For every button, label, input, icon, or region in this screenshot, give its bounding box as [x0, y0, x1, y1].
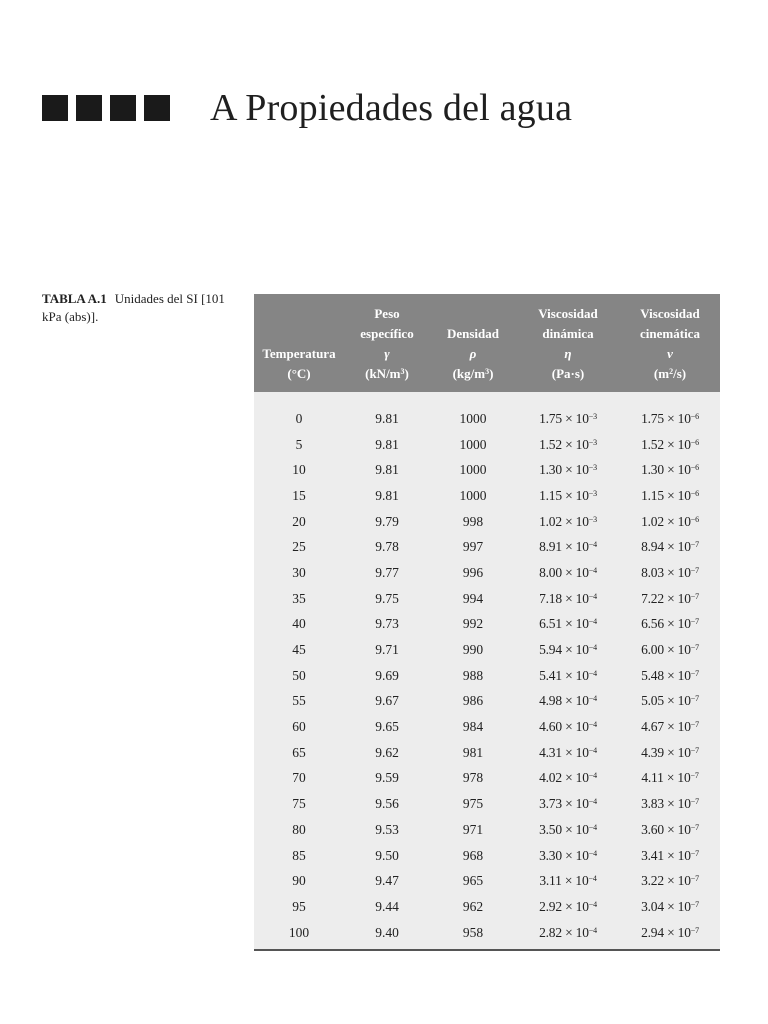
cell-dynamic-viscosity-mantissa: 4.60 × 10	[539, 719, 589, 735]
cell-kinematic-viscosity-exponent: −7	[690, 720, 699, 730]
cell-temperature: 10	[292, 462, 306, 478]
cell-dynamic-viscosity	[516, 586, 620, 612]
cell-kinematic-viscosity	[620, 457, 720, 483]
cell-dynamic-viscosity	[516, 392, 620, 432]
table-row	[254, 637, 720, 663]
cell-dynamic-viscosity-mantissa: 3.50 × 10	[539, 821, 589, 837]
cell-dynamic-viscosity	[516, 817, 620, 843]
cell-kinematic-viscosity-mantissa: 4.11 × 10	[641, 770, 691, 786]
square-icon	[144, 95, 170, 121]
cell-dynamic-viscosity-exponent: −4	[588, 797, 597, 807]
cell-density: 1000	[459, 436, 487, 452]
cell-density: 994	[462, 590, 484, 606]
cell-density: 988	[462, 667, 484, 683]
cell-dynamic-viscosity	[516, 560, 620, 586]
cell-dynamic-viscosity	[516, 612, 620, 638]
table-row	[254, 663, 720, 689]
cell-kinematic-viscosity-exponent: −7	[690, 591, 699, 601]
cell-kinematic-viscosity-exponent: −6	[690, 411, 699, 421]
cell-temperature: 65	[292, 744, 306, 760]
cell-dynamic-viscosity	[516, 663, 620, 689]
unit-base: (kN/m	[365, 366, 401, 381]
cell-kinematic-viscosity-exponent: −7	[690, 668, 699, 678]
cell-dynamic-viscosity-exponent: −3	[588, 411, 597, 421]
cell-specific-weight: 9.53	[375, 821, 399, 837]
cell-kinematic-viscosity-exponent: −7	[690, 899, 699, 909]
table-row	[254, 534, 720, 560]
table-row	[254, 817, 720, 843]
cell-dynamic-viscosity-exponent: −3	[588, 437, 597, 447]
cell-kinematic-viscosity-mantissa: 8.03 × 10	[641, 564, 691, 580]
water-properties-table	[254, 294, 720, 949]
cell-specific-weight: 9.56	[375, 796, 399, 812]
cell-dynamic-viscosity-mantissa: 8.00 × 10	[539, 564, 589, 580]
cell-density: 978	[462, 770, 484, 786]
table-row	[254, 894, 720, 920]
cell-temperature: 55	[292, 693, 306, 709]
cell-temperature: 60	[292, 719, 306, 735]
cell-kinematic-viscosity-mantissa: 3.04 × 10	[641, 898, 691, 914]
cell-dynamic-viscosity	[516, 483, 620, 509]
cell-kinematic-viscosity-exponent: −7	[690, 874, 699, 884]
cell-density: 962	[462, 898, 484, 914]
cell-temperature: 25	[292, 539, 306, 555]
cell-kinematic-viscosity	[620, 843, 720, 869]
cell-temperature: 70	[292, 770, 306, 786]
cell-specific-weight: 9.62	[375, 744, 399, 760]
cell-dynamic-viscosity-exponent: −3	[588, 514, 597, 524]
cell-kinematic-viscosity	[620, 483, 720, 509]
cell-dynamic-viscosity	[516, 432, 620, 458]
cell-dynamic-viscosity	[516, 457, 620, 483]
cell-dynamic-viscosity-exponent: −4	[588, 745, 597, 755]
cell-dynamic-viscosity-mantissa: 5.94 × 10	[539, 642, 589, 658]
cell-kinematic-viscosity-exponent: −7	[690, 745, 699, 755]
cell-kinematic-viscosity	[620, 509, 720, 535]
table-row	[254, 509, 720, 535]
cell-kinematic-viscosity	[620, 817, 720, 843]
cell-kinematic-viscosity	[620, 392, 720, 432]
cell-kinematic-viscosity-exponent: −7	[690, 565, 699, 575]
cell-dynamic-viscosity	[516, 740, 620, 766]
table-caption	[42, 290, 242, 326]
cell-density: 958	[462, 924, 484, 940]
header-kinematic-viscosity-unit	[622, 364, 718, 384]
cell-kinematic-viscosity-mantissa: 2.94 × 10	[641, 924, 691, 940]
cell-dynamic-viscosity-mantissa: 1.02 × 10	[539, 513, 589, 529]
cell-kinematic-viscosity	[620, 612, 720, 638]
cell-kinematic-viscosity-mantissa: 3.41 × 10	[641, 847, 691, 863]
cell-kinematic-viscosity	[620, 663, 720, 689]
header-temperature-label: Temperatura	[262, 346, 336, 361]
cell-kinematic-viscosity	[620, 534, 720, 560]
cell-dynamic-viscosity-exponent: −4	[588, 720, 597, 730]
cell-dynamic-viscosity-mantissa: 3.73 × 10	[539, 796, 589, 812]
cell-kinematic-viscosity-mantissa: 6.56 × 10	[641, 616, 691, 632]
cell-kinematic-viscosity	[620, 920, 720, 950]
table-row	[254, 560, 720, 586]
unit-end: )	[404, 366, 409, 381]
cell-temperature: 40	[292, 616, 306, 632]
header-dynamic-viscosity-unit: (Pa·s)	[551, 366, 585, 381]
cell-specific-weight: 9.75	[375, 590, 399, 606]
cell-specific-weight: 9.47	[375, 873, 399, 889]
header-density-label: Densidad	[446, 326, 500, 341]
cell-specific-weight: 9.77	[375, 564, 399, 580]
header-kinematic-viscosity-label-2: cinemática	[640, 326, 700, 341]
cell-dynamic-viscosity-exponent: −4	[588, 899, 597, 909]
cell-dynamic-viscosity-mantissa: 8.91 × 10	[539, 539, 589, 555]
cell-kinematic-viscosity	[620, 868, 720, 894]
cell-dynamic-viscosity-exponent: −4	[588, 771, 597, 781]
cell-kinematic-viscosity-exponent: −7	[690, 694, 699, 704]
cell-dynamic-viscosity-exponent: −4	[588, 540, 597, 550]
cell-kinematic-viscosity-exponent: −6	[690, 437, 699, 447]
cell-density: 975	[462, 796, 484, 812]
cell-dynamic-viscosity-mantissa: 7.18 × 10	[539, 590, 589, 606]
cell-specific-weight: 9.44	[375, 898, 399, 914]
cell-temperature: 0	[295, 410, 303, 426]
cell-kinematic-viscosity-mantissa: 6.00 × 10	[641, 642, 691, 658]
cell-kinematic-viscosity	[620, 791, 720, 817]
table-row	[254, 689, 720, 715]
cell-dynamic-viscosity-mantissa: 2.92 × 10	[539, 898, 589, 914]
cell-dynamic-viscosity	[516, 920, 620, 950]
cell-dynamic-viscosity	[516, 894, 620, 920]
table-caption-text: Unidades del SI [101 kPa (abs)].	[42, 291, 225, 324]
cell-dynamic-viscosity-exponent: −3	[588, 463, 597, 473]
cell-kinematic-viscosity-exponent: −7	[690, 771, 699, 781]
cell-dynamic-viscosity	[516, 868, 620, 894]
cell-density: 1000	[459, 462, 487, 478]
cell-specific-weight: 9.59	[375, 770, 399, 786]
cell-kinematic-viscosity-mantissa: 3.22 × 10	[641, 873, 691, 889]
cell-kinematic-viscosity-mantissa: 4.67 × 10	[641, 719, 691, 735]
cell-dynamic-viscosity-mantissa: 1.30 × 10	[539, 462, 589, 478]
cell-kinematic-viscosity-exponent: −7	[690, 848, 699, 858]
cell-kinematic-viscosity-mantissa: 1.30 × 10	[641, 462, 691, 478]
header-temperature	[254, 294, 344, 392]
cell-dynamic-viscosity-exponent: −4	[588, 591, 597, 601]
cell-specific-weight: 9.81	[375, 436, 399, 452]
unit-exponent: 3	[400, 367, 405, 376]
unit-end: )	[489, 366, 494, 381]
chapter-squares-decoration	[42, 95, 170, 121]
cell-dynamic-viscosity-mantissa: 4.98 × 10	[539, 693, 589, 709]
header-density-symbol: ρ	[469, 346, 477, 361]
cell-density: 990	[462, 642, 484, 658]
cell-kinematic-viscosity-exponent: −6	[690, 514, 699, 524]
cell-dynamic-viscosity	[516, 714, 620, 740]
cell-specific-weight: 9.69	[375, 667, 399, 683]
cell-dynamic-viscosity-mantissa: 1.52 × 10	[539, 436, 589, 452]
cell-dynamic-viscosity-mantissa: 1.15 × 10	[539, 487, 589, 503]
cell-kinematic-viscosity-exponent: −7	[690, 797, 699, 807]
cell-temperature: 45	[292, 642, 306, 658]
header-specific-weight-label-1: Peso	[374, 306, 400, 321]
cell-specific-weight: 9.71	[375, 642, 399, 658]
cell-density: 998	[462, 513, 484, 529]
table-row	[254, 432, 720, 458]
cell-kinematic-viscosity	[620, 766, 720, 792]
table-row	[254, 740, 720, 766]
cell-density: 965	[462, 873, 484, 889]
table-row	[254, 868, 720, 894]
cell-specific-weight: 9.50	[375, 847, 399, 863]
header-dynamic-viscosity-label-2: dinámica	[542, 326, 594, 341]
cell-dynamic-viscosity-exponent: −4	[588, 925, 597, 935]
cell-temperature: 95	[292, 898, 306, 914]
cell-kinematic-viscosity	[620, 637, 720, 663]
cell-temperature: 30	[292, 564, 306, 580]
cell-kinematic-viscosity	[620, 714, 720, 740]
table-body	[254, 392, 720, 949]
header-dynamic-viscosity-label-1: Viscosidad	[538, 306, 598, 321]
cell-temperature: 80	[292, 821, 306, 837]
cell-kinematic-viscosity-mantissa: 1.75 × 10	[641, 410, 691, 426]
table-row	[254, 483, 720, 509]
cell-temperature: 50	[292, 667, 306, 683]
table-row	[254, 457, 720, 483]
header-dynamic-viscosity-symbol: η	[564, 346, 572, 361]
cell-kinematic-viscosity-mantissa: 1.15 × 10	[641, 487, 691, 503]
table-container	[254, 294, 720, 951]
cell-kinematic-viscosity-mantissa: 3.60 × 10	[641, 821, 691, 837]
cell-kinematic-viscosity-exponent: −7	[690, 540, 699, 550]
square-icon	[42, 95, 68, 121]
cell-dynamic-viscosity-mantissa: 3.11 × 10	[539, 873, 589, 889]
chapter-header	[42, 82, 572, 134]
header-density	[430, 294, 516, 392]
cell-dynamic-viscosity	[516, 509, 620, 535]
table-row	[254, 612, 720, 638]
cell-kinematic-viscosity	[620, 894, 720, 920]
cell-specific-weight: 9.67	[375, 693, 399, 709]
chapter-title: A Propiedades del agua	[210, 87, 573, 129]
header-specific-weight-symbol: γ	[384, 346, 390, 361]
cell-kinematic-viscosity-mantissa: 5.48 × 10	[641, 667, 691, 683]
cell-density: 997	[462, 539, 484, 555]
cell-temperature: 15	[292, 487, 306, 503]
cell-dynamic-viscosity-mantissa: 1.75 × 10	[539, 410, 589, 426]
cell-dynamic-viscosity-mantissa: 4.31 × 10	[539, 744, 589, 760]
cell-density: 1000	[459, 487, 487, 503]
cell-kinematic-viscosity-mantissa: 1.02 × 10	[641, 513, 691, 529]
cell-density: 984	[462, 719, 484, 735]
cell-density: 968	[462, 847, 484, 863]
header-specific-weight	[344, 294, 430, 392]
cell-specific-weight: 9.40	[375, 924, 399, 940]
cell-specific-weight: 9.81	[375, 487, 399, 503]
cell-dynamic-viscosity	[516, 637, 620, 663]
cell-dynamic-viscosity-exponent: −4	[588, 565, 597, 575]
table-row	[254, 586, 720, 612]
cell-dynamic-viscosity-exponent: −4	[588, 617, 597, 627]
table-row	[254, 714, 720, 740]
cell-dynamic-viscosity-exponent: −4	[588, 643, 597, 653]
cell-density: 986	[462, 693, 484, 709]
header-kinematic-viscosity	[620, 294, 720, 392]
cell-specific-weight: 9.78	[375, 539, 399, 555]
cell-kinematic-viscosity-mantissa: 1.52 × 10	[641, 436, 691, 452]
cell-dynamic-viscosity-exponent: −4	[588, 822, 597, 832]
cell-density: 971	[462, 821, 484, 837]
cell-kinematic-viscosity-mantissa: 5.05 × 10	[641, 693, 691, 709]
table-row	[254, 791, 720, 817]
table-row	[254, 843, 720, 869]
cell-dynamic-viscosity	[516, 843, 620, 869]
header-kinematic-viscosity-label-1: Viscosidad	[640, 306, 700, 321]
table-row	[254, 920, 720, 950]
cell-specific-weight: 9.73	[375, 616, 399, 632]
cell-dynamic-viscosity	[516, 689, 620, 715]
table-row	[254, 392, 720, 432]
cell-temperature: 100	[288, 924, 310, 940]
cell-temperature: 20	[292, 513, 306, 529]
cell-dynamic-viscosity-mantissa: 6.51 × 10	[539, 616, 589, 632]
cell-temperature: 35	[292, 590, 306, 606]
table-header	[254, 294, 720, 392]
cell-specific-weight: 9.79	[375, 513, 399, 529]
cell-specific-weight: 9.65	[375, 719, 399, 735]
cell-kinematic-viscosity-mantissa: 3.83 × 10	[641, 796, 691, 812]
unit-base: (kg/m	[452, 366, 486, 381]
cell-specific-weight: 9.81	[375, 462, 399, 478]
cell-density: 1000	[459, 410, 487, 426]
cell-dynamic-viscosity-mantissa: 2.82 × 10	[539, 924, 589, 940]
cell-kinematic-viscosity	[620, 740, 720, 766]
header-density-unit	[432, 364, 514, 384]
header-specific-weight-label-2: específico	[360, 326, 414, 341]
cell-dynamic-viscosity-exponent: −4	[588, 668, 597, 678]
cell-kinematic-viscosity-exponent: −7	[690, 617, 699, 627]
cell-kinematic-viscosity	[620, 689, 720, 715]
square-icon	[110, 95, 136, 121]
cell-dynamic-viscosity-mantissa: 3.30 × 10	[539, 847, 589, 863]
cell-dynamic-viscosity-exponent: −4	[588, 874, 597, 884]
cell-kinematic-viscosity-mantissa: 4.39 × 10	[641, 744, 691, 760]
unit-end: /s)	[673, 366, 687, 381]
cell-kinematic-viscosity-exponent: −7	[690, 925, 699, 935]
cell-specific-weight: 9.81	[375, 410, 399, 426]
header-specific-weight-unit	[346, 364, 428, 384]
cell-temperature: 85	[292, 847, 306, 863]
header-temperature-unit: (°C)	[287, 366, 311, 381]
cell-dynamic-viscosity-mantissa: 5.41 × 10	[539, 667, 589, 683]
cell-dynamic-viscosity	[516, 766, 620, 792]
cell-dynamic-viscosity-exponent: −3	[588, 488, 597, 498]
cell-kinematic-viscosity-exponent: −6	[690, 463, 699, 473]
table-bottom-rule	[254, 949, 720, 951]
header-kinematic-viscosity-symbol: ν	[667, 346, 673, 361]
cell-kinematic-viscosity-mantissa: 7.22 × 10	[641, 590, 691, 606]
cell-temperature: 5	[295, 436, 303, 452]
cell-temperature: 75	[292, 796, 306, 812]
unit-exponent: 2	[669, 367, 674, 376]
cell-kinematic-viscosity-exponent: −7	[690, 643, 699, 653]
cell-density: 996	[462, 564, 484, 580]
cell-kinematic-viscosity	[620, 432, 720, 458]
cell-density: 992	[462, 616, 484, 632]
unit-base: (m	[653, 366, 670, 381]
unit-exponent: 3	[485, 367, 490, 376]
header-dynamic-viscosity	[516, 294, 620, 392]
cell-dynamic-viscosity	[516, 791, 620, 817]
cell-kinematic-viscosity	[620, 586, 720, 612]
cell-dynamic-viscosity	[516, 534, 620, 560]
cell-kinematic-viscosity-exponent: −7	[690, 822, 699, 832]
cell-kinematic-viscosity-exponent: −6	[690, 488, 699, 498]
table-caption-label: TABLA A.1	[42, 291, 107, 306]
cell-density: 981	[462, 744, 484, 760]
cell-kinematic-viscosity-mantissa: 8.94 × 10	[641, 539, 691, 555]
cell-dynamic-viscosity-exponent: −4	[588, 694, 597, 704]
cell-dynamic-viscosity-mantissa: 4.02 × 10	[539, 770, 589, 786]
cell-dynamic-viscosity-exponent: −4	[588, 848, 597, 858]
table-row	[254, 766, 720, 792]
cell-kinematic-viscosity	[620, 560, 720, 586]
square-icon	[76, 95, 102, 121]
cell-temperature: 90	[292, 873, 306, 889]
